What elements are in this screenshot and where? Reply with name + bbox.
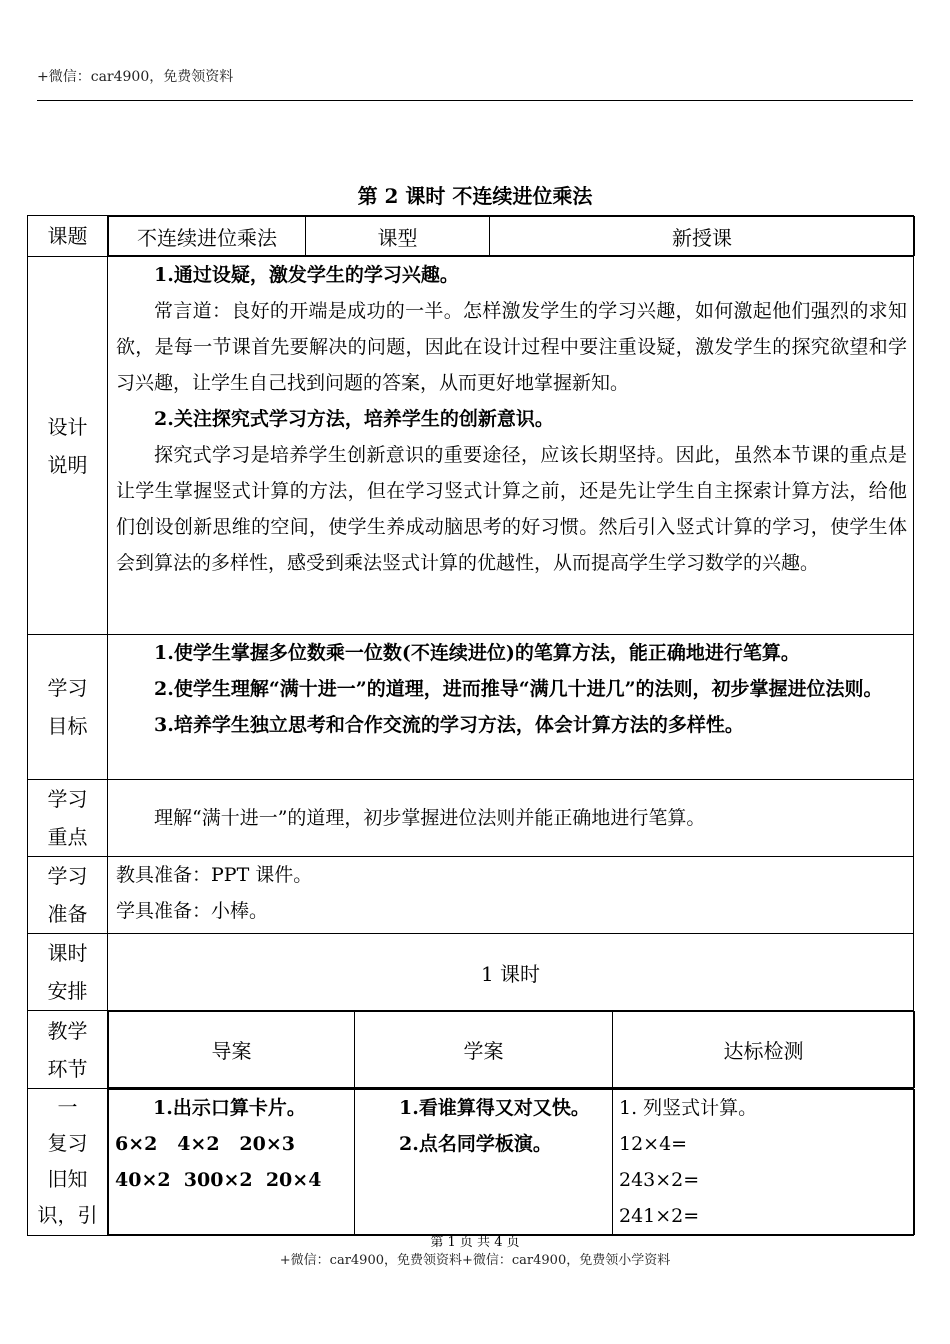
stages-label-line2: 环节 bbox=[47, 1056, 88, 1081]
prep-teacher: 教具准备：PPT 课件。 bbox=[116, 864, 313, 886]
design-label-line1: 设计 bbox=[47, 414, 88, 439]
schedule-label bbox=[28, 934, 108, 1011]
type-value: 新授课 bbox=[490, 217, 915, 256]
stage-1-label-line3: 旧知 bbox=[47, 1167, 88, 1191]
stage-1-label-line1: 一 bbox=[57, 1095, 78, 1119]
row-topic bbox=[28, 216, 914, 257]
stage-1-check bbox=[613, 1090, 915, 1235]
stage-1-inner bbox=[108, 1089, 915, 1235]
row-design bbox=[28, 257, 914, 635]
topic-label: 课题 bbox=[28, 216, 108, 257]
goals-label-line2: 目标 bbox=[47, 714, 88, 738]
prep-label-line1: 学习 bbox=[47, 864, 88, 888]
check-item-2: 12×4= bbox=[619, 1133, 688, 1155]
topic-value: 不连续进位乘法 bbox=[109, 217, 306, 256]
stage-1-label bbox=[28, 1089, 108, 1236]
stages-header-inner bbox=[108, 1011, 915, 1088]
goal-3-text: 3.培养学生独立思考和合作交流的学习方法，体会计算方法的多样性。 bbox=[154, 714, 744, 736]
design-paragraph-2: 探究式学习是培养学生创新意识的重要途径，应该长期坚持。因此，虽然本节课的重点是让学生掌握竖式计算的方法，但在学习竖式计算之前，还是先让学生自主探索计算方法，给他们创设创新思维的空间，使学生养成动脑思考的好习惯。然后引入竖式计算的学习，使学生体会到算法的多样性，感受到乘法竖式计算的优越性，从而提高学生学习数学的兴趣。 bbox=[116, 444, 907, 574]
guide-item-1: 1.出示口算卡片。 bbox=[153, 1097, 306, 1119]
design-label-line2: 说明 bbox=[47, 452, 88, 477]
design-label bbox=[28, 257, 108, 635]
goals-label bbox=[28, 635, 108, 780]
stages-label bbox=[28, 1011, 108, 1089]
row-stages-header bbox=[28, 1011, 914, 1089]
prep-student: 学具准备：小棒。 bbox=[116, 900, 269, 922]
footer-page-number: 第 1 页 共 4 页 bbox=[430, 1235, 520, 1250]
goal-1 bbox=[108, 635, 913, 671]
row-schedule bbox=[28, 934, 914, 1011]
lesson-title: 第 2 课时 不连续进位乘法 bbox=[357, 184, 593, 208]
goal-2 bbox=[108, 671, 913, 707]
goal-2-text: 2.使学生理解“满十进一”的道理，进而推导“满几十进几”的法则，初步掌握进位法则。 bbox=[154, 678, 883, 700]
prep-label-line2: 准备 bbox=[47, 902, 88, 926]
study-item-1: 1.看谁算得又对又快。 bbox=[399, 1097, 590, 1119]
row-focus bbox=[28, 780, 914, 857]
schedule-label-line1: 课时 bbox=[47, 941, 88, 965]
check-item-3: 243×2= bbox=[619, 1169, 700, 1191]
check-item-1: 1. 列竖式计算。 bbox=[619, 1097, 758, 1119]
stage-1-study bbox=[355, 1090, 613, 1235]
stage-1-guide bbox=[109, 1090, 355, 1235]
footer-note: +微信：car4900，免费领资料+微信：car4900，免费领小学资料 bbox=[279, 1253, 671, 1268]
lesson-plan-table bbox=[27, 215, 914, 1236]
design-paragraph-1: 常言道：良好的开端是成功的一半。怎样激发学生的学习兴趣，如何激起他们强烈的求知欲，是每一节课首先要解决的问题，因此在设计过程中要注重设疑，激发学生的探究欲望和学习兴趣，让学生自己找到问题的答案，从而更好地掌握新知。 bbox=[116, 300, 907, 394]
col-study-header: 学案 bbox=[355, 1012, 613, 1088]
goals-label-line1: 学习 bbox=[47, 676, 88, 700]
schedule-value: 1 课时 bbox=[108, 934, 914, 1011]
row-goals bbox=[28, 635, 914, 780]
stage-1-label-line4: 识，引 bbox=[37, 1203, 98, 1227]
topic-inner bbox=[108, 216, 915, 256]
focus-label-line2: 重点 bbox=[47, 825, 88, 849]
design-point-1: 1.通过设疑，激发学生的学习兴趣。 bbox=[154, 264, 459, 286]
header-note: +微信：car4900，免费领资料 bbox=[37, 69, 234, 85]
stages-label-line1: 教学 bbox=[47, 1018, 88, 1043]
study-item-2: 2.点名同学板演。 bbox=[399, 1133, 552, 1155]
prep-label bbox=[28, 857, 108, 934]
guide-item-3: 40×2 300×2 20×4 bbox=[115, 1169, 322, 1191]
row-prep bbox=[28, 857, 914, 934]
header-rule bbox=[37, 100, 913, 101]
focus-text: 理解“满十进一”的道理，初步掌握进位法则并能正确地进行笔算。 bbox=[154, 807, 706, 829]
row-stage-1 bbox=[28, 1089, 914, 1236]
focus-label-line1: 学习 bbox=[47, 787, 88, 811]
goal-1-text: 1.使学生掌握多位数乘一位数(不连续进位)的笔算方法，能正确地进行笔算。 bbox=[154, 642, 800, 664]
check-item-4: 241×2= bbox=[619, 1205, 700, 1227]
guide-item-2: 6×2 4×2 20×3 bbox=[115, 1133, 295, 1155]
goal-3 bbox=[108, 707, 913, 743]
focus-label bbox=[28, 780, 108, 857]
schedule-label-line2: 安排 bbox=[47, 979, 88, 1003]
col-guide-header: 导案 bbox=[109, 1012, 355, 1088]
type-label: 课型 bbox=[306, 217, 490, 256]
stage-1-label-line2: 复习 bbox=[47, 1131, 88, 1155]
design-point-2: 2.关注探究式学习方法，培养学生的创新意识。 bbox=[154, 408, 554, 430]
col-check-header: 达标检测 bbox=[613, 1012, 915, 1088]
